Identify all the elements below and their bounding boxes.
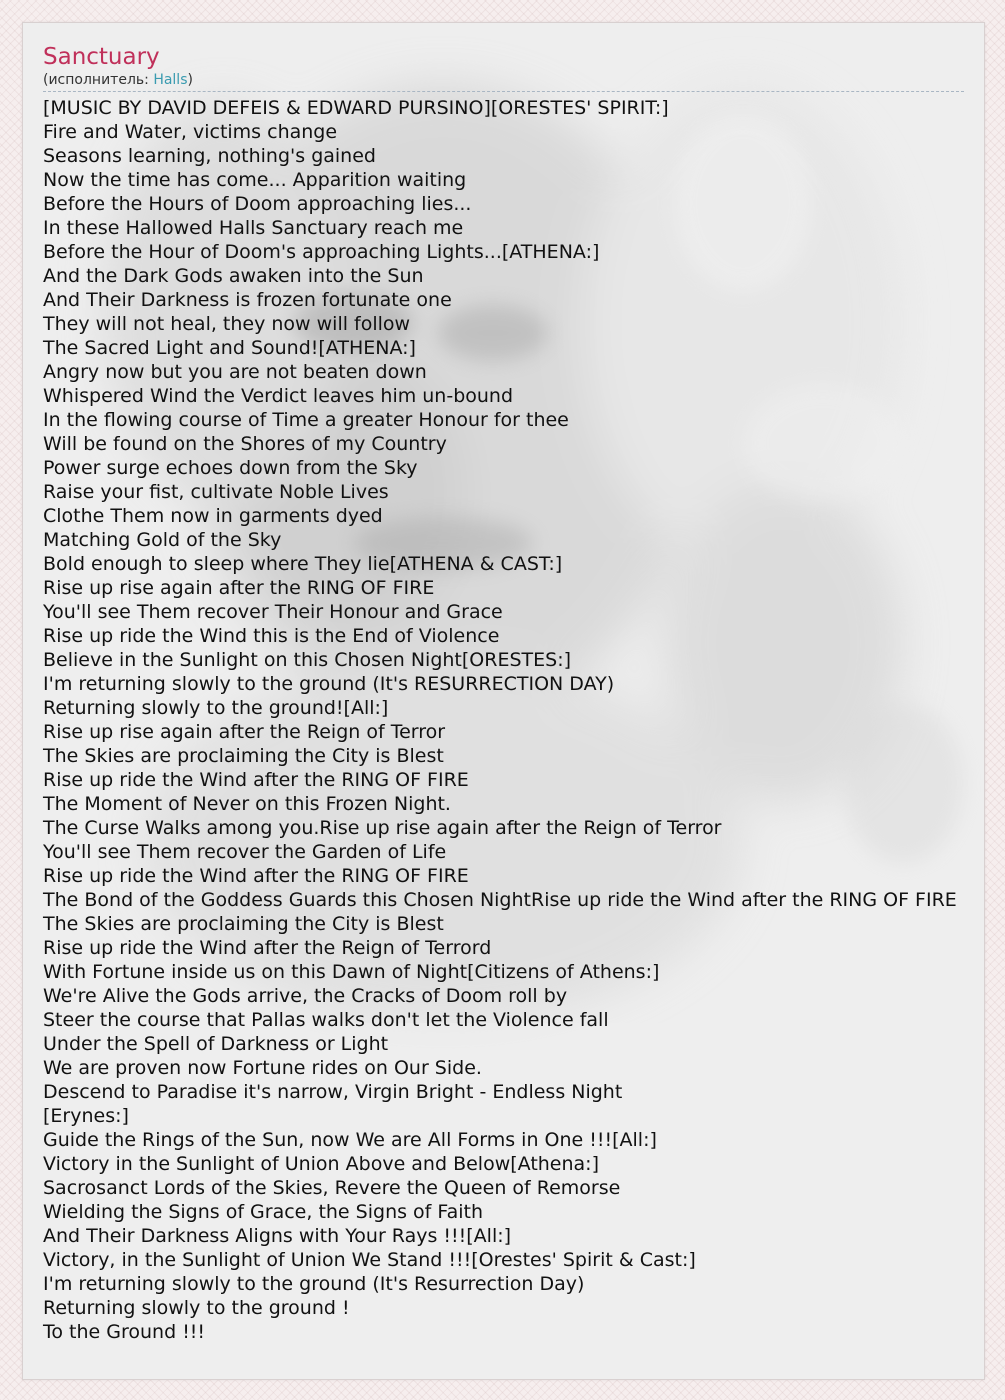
lyric-line: They will not heal, they now will follow	[43, 313, 411, 335]
lyric-line: With Fortune inside us on this Dawn of Night[Citizens of Athens:]	[43, 961, 660, 983]
lyric-line: Rise up ride the Wind after the RING OF FIRE	[43, 865, 469, 887]
lyric-line: Descend to Paradise it's narrow, Virgin Bright - Endless Night	[43, 1081, 623, 1103]
lyrics-text	[43, 96, 964, 1344]
lyric-line: Wielding the Signs of Grace, the Signs of Faith	[43, 1201, 483, 1223]
lyric-line: [MUSIC BY DAVID DEFEIS & EDWARD PURSINO][ORESTES' SPIRIT:]	[43, 97, 669, 119]
lyric-line: Will be found on the Shores of my Country	[43, 433, 447, 455]
lyric-line: To the Ground !!!	[43, 1321, 206, 1343]
lyrics-card	[22, 22, 985, 1380]
lyric-line: Whispered Wind the Verdict leaves him un-bound	[43, 385, 514, 407]
lyric-line: We are proven now Fortune rides on Our Side.	[43, 1057, 482, 1079]
lyric-line: Angry now but you are not beaten down	[43, 361, 427, 383]
lyric-line: Victory, in the Sunlight of Union We Stand !!![Orestes' Spirit & Cast:]	[43, 1249, 696, 1271]
lyric-line: Returning slowly to the ground![All:]	[43, 697, 389, 719]
lyric-line: Under the Spell of Darkness or Light	[43, 1033, 389, 1055]
lyric-line: Rise up rise again after the Reign of Terror	[43, 721, 446, 743]
lyric-line: The Moment of Never on this Frozen Night.	[43, 793, 451, 815]
lyric-line: Guide the Rings of the Sun, now We are All Forms in One !!![All:]	[43, 1129, 657, 1151]
lyric-line: I'm returning slowly to the ground (It's RESURRECTION DAY)	[43, 673, 615, 695]
lyric-line: Steer the course that Pallas walks don't let the Violence fall	[43, 1009, 609, 1031]
lyric-line: Power surge echoes down from the Sky	[43, 457, 418, 479]
lyric-line: Believe in the Sunlight on this Chosen Night[ORESTES:]	[43, 649, 572, 671]
lyric-line: [Erynes:]	[43, 1105, 129, 1127]
lyric-line: Matching Gold of the Sky	[43, 529, 282, 551]
lyric-line: I'm returning slowly to the ground (It's Resurrection Day)	[43, 1273, 585, 1295]
lyric-line: You'll see Them recover the Garden of Life	[43, 841, 447, 863]
lyric-line: Rise up rise again after the RING OF FIRE	[43, 577, 435, 599]
lyric-line: Raise your fist, cultivate Noble Lives	[43, 481, 389, 503]
lyric-line: Fire and Water, victims change	[43, 121, 338, 143]
song-title: Sanctuary	[43, 44, 160, 70]
lyric-line: Rise up ride the Wind after the RING OF FIRE	[43, 769, 469, 791]
lyric-line: The Skies are proclaiming the City is Blest	[43, 745, 444, 767]
lyric-line: And Their Darkness is frozen fortunate one	[43, 289, 452, 311]
lyric-line: Seasons learning, nothing's gained	[43, 145, 376, 167]
artist-suffix: )	[187, 72, 193, 88]
lyric-line: In these Hallowed Halls Sanctuary reach me	[43, 217, 464, 239]
lyric-line: Sacrosanct Lords of the Skies, Revere the Queen of Remorse	[43, 1177, 621, 1199]
lyric-line: Clothe Them now in garments dyed	[43, 505, 383, 527]
lyrics-content	[43, 43, 964, 1344]
lyric-line: The Bond of the Goddess Guards this Chosen NightRise up ride the Wind after the RING OF FIRE	[43, 889, 957, 911]
lyric-line: We're Alive the Gods arrive, the Cracks of Doom roll by	[43, 985, 568, 1007]
lyric-line: And the Dark Gods awaken into the Sun	[43, 265, 424, 287]
lyric-line: You'll see Them recover Their Honour and Grace	[43, 601, 503, 623]
artist-prefix: (исполнитель:	[43, 72, 154, 88]
lyric-line: Victory in the Sunlight of Union Above and Below[Athena:]	[43, 1153, 600, 1175]
lyric-line: In the flowing course of Time a greater Honour for thee	[43, 409, 569, 431]
lyric-line: And Their Darkness Aligns with Your Rays !!![All:]	[43, 1225, 512, 1247]
lyric-line: The Curse Walks among you.Rise up rise again after the Reign of Terror	[43, 817, 722, 839]
artist-link[interactable]: Halls	[153, 72, 188, 88]
lyric-line: Now the time has come... Apparition waiting	[43, 169, 467, 191]
artist-line	[43, 71, 964, 92]
lyric-line: Before the Hour of Doom's approaching Lights...[ATHENA:]	[43, 241, 600, 263]
lyric-line: Bold enough to sleep where They lie[ATHENA & CAST:]	[43, 553, 563, 575]
lyric-line: The Sacred Light and Sound![ATHENA:]	[43, 337, 416, 359]
lyric-line: Before the Hours of Doom approaching lies...	[43, 193, 472, 215]
lyric-line: Rise up ride the Wind after the Reign of Terrord	[43, 937, 492, 959]
lyric-line: The Skies are proclaiming the City is Blest	[43, 913, 444, 935]
lyric-line: Returning slowly to the ground !	[43, 1297, 350, 1319]
lyric-line: Rise up ride the Wind this is the End of Violence	[43, 625, 500, 647]
